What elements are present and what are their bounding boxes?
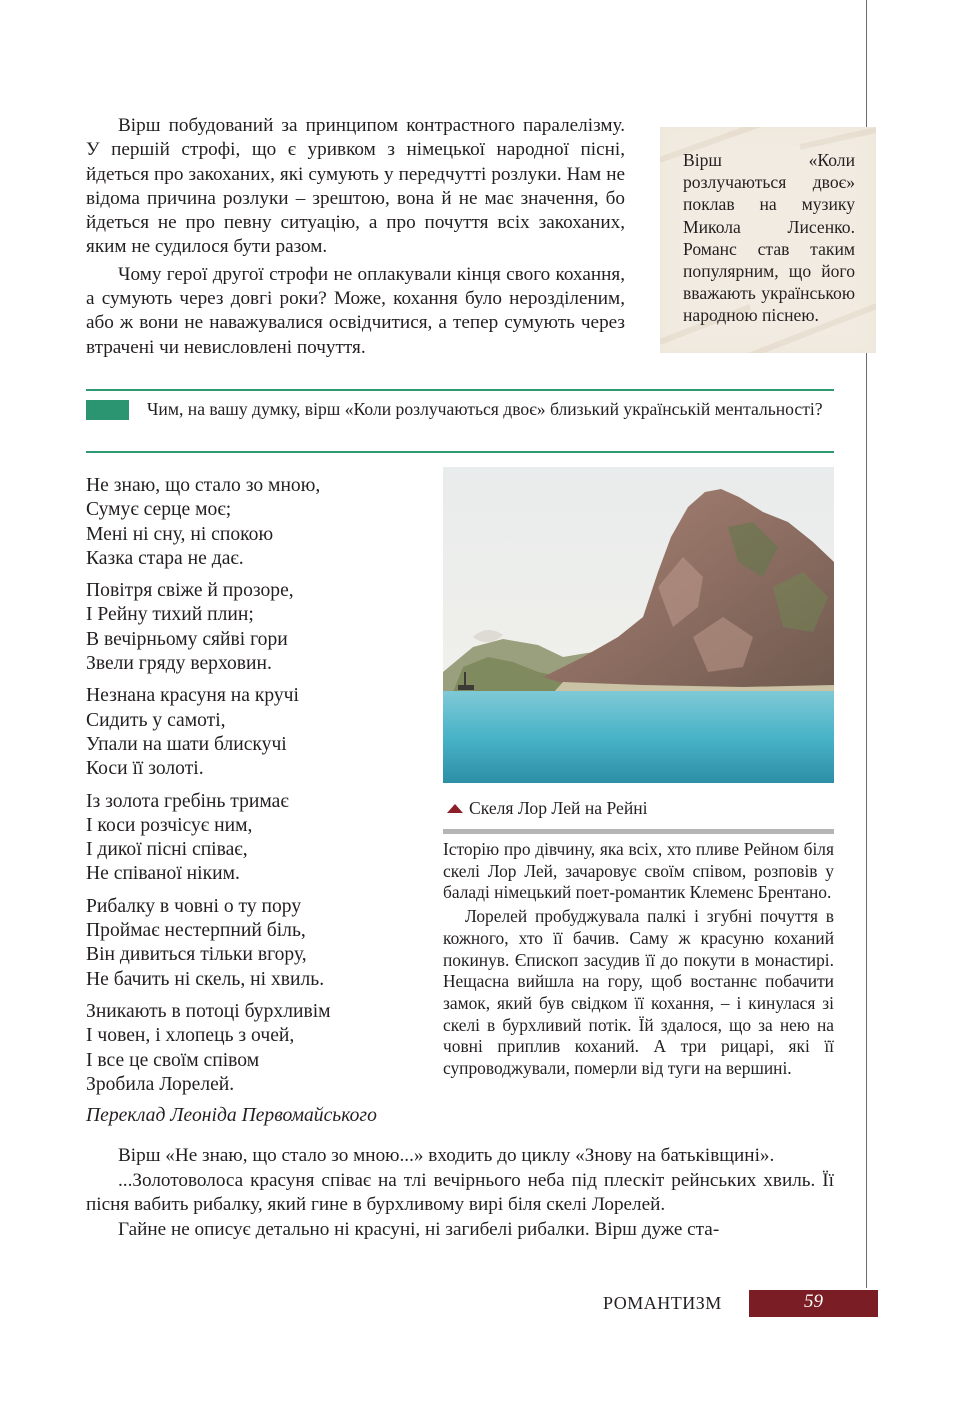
sidebar-text: Вірш «Коли розлучаються двоє» поклав на музику Микола Лисенко. Романс став таким популярним, що його вважають українською народною піснею. — [683, 150, 855, 326]
intro-paragraph-1: Вірш побудований за принципом контрастного паралелізму. У першій строфі, що є уривком з німецької народної пісні, йдеться про закоханих, які сумують у передчутті розлуки. Нам не відома причина розлуки – зрештою, вона й не має значення, бо йдеться не про певну ситуацію, а про почуття всіх закоханих, яким не судилося бути разом. — [86, 115, 625, 258]
poem-stanza — [86, 895, 426, 992]
sidebar-note — [660, 127, 876, 353]
section-label: РОМАНТИЗМ — [603, 1293, 722, 1313]
poem-line: Мені ні сну, ні спокою — [86, 523, 274, 545]
poem-line: Казка стара не дає. — [86, 547, 244, 569]
poem-line: Сумує серце моє; — [86, 499, 232, 521]
story-paragraph-2: Лорелей пробуджувала палкі і згубні почуття в кожного, хто її бачив. Саму ж красуню коханий покинув. Єпископ засудив її до покути в монастирі. Нещасна вийшла на гору, щоб востаннє побачити замок, який був свідком її кохання, – і кинулася зі скелі в бурхливий потік. Їй здалося, що за нею на човні приплив коханий. А три рицарі, які її супроводжували, померли від туги на вершині. — [443, 906, 834, 1079]
poem-line: Не знаю, що стало зо мною, — [86, 475, 321, 496]
poem-line: Він дивиться тільки вгору, — [86, 944, 307, 966]
poem-line: Рибалку в човні о ту пору — [86, 895, 302, 917]
page-number-box — [749, 1290, 878, 1317]
poem-line: Зникають в потоці бурхливім — [86, 1000, 331, 1022]
intro-paragraph-2: Чому герої другої строфи не оплакували кінця свого кохання, а сумують через довгі роки? Може, кохання було нерозділеним, або ж вони не наважувалися освідчитися, а тепер сумують через втрачені чи невисловлені почуття. — [86, 263, 625, 358]
poem-line: Незнана красуня на кручі — [86, 685, 299, 707]
poem-line: І все це своїм співом — [86, 1049, 260, 1071]
loreley-rock-photo — [443, 467, 834, 783]
poem-line: І дикої пісні співає, — [86, 839, 248, 861]
poem-line: Сидить у самоті, — [86, 709, 226, 731]
poem-line: І човен, і хлопець з очей, — [86, 1025, 295, 1047]
poem-stanza — [86, 684, 426, 781]
caption-triangle-icon — [447, 804, 463, 813]
poem-line: І коси розчісує ним, — [86, 814, 253, 836]
translator-credit: Переклад Леоніда Первомайського — [86, 1105, 377, 1127]
closing-text — [86, 1144, 834, 1242]
poem-line: І Рейну тихий плин; — [86, 604, 254, 626]
caption-text: Скеля Лор Лей на Рейні — [469, 798, 648, 818]
intro-text — [86, 114, 625, 360]
poem-line: Проймає нестерпний біль, — [86, 920, 306, 942]
question-marker — [86, 400, 129, 420]
poem-line: Звели гряду верховин. — [86, 653, 272, 675]
poem-line: Із золота гребінь тримає — [86, 790, 289, 812]
poem-stanza — [86, 1000, 426, 1097]
poem-stanza — [86, 790, 426, 887]
question-box — [86, 389, 834, 453]
poem-stanza — [86, 579, 426, 676]
poem-line: Не співаної ніким. — [86, 863, 240, 885]
story-paragraph-1: Історію про дівчину, яка всіх, хто пливе Рейном біля скелі Лор Лей, зачаровує своїм співом, розповів у баладі німецький поет-романтик Клеменс Брентано. — [443, 839, 834, 903]
divider-bar — [443, 829, 834, 834]
poem-line: Повітря свіже й прозоре, — [86, 580, 294, 602]
closing-paragraph-1: Вірш «Не знаю, що стало зо мною...» входить до циклу «Знову на батьківщині». — [118, 1145, 775, 1166]
poem-line: Зробила Лорелей. — [86, 1073, 235, 1095]
closing-paragraph-2: ...Золотоволоса красуня співає на тлі вечірнього неба під плескіт рейнських хвиль. Її пісня вабить рибалку, який гине в бурхливому вирі біля скелі Лорелей. — [86, 1169, 834, 1216]
poem-line: Коси її золоті. — [86, 758, 204, 780]
poem-line: Не бачить ні скель, ні хвиль. — [86, 968, 325, 990]
poem-stanza — [86, 474, 426, 571]
page-number: 59 — [804, 1291, 823, 1312]
poem-line: Упали на шати блискучі — [86, 733, 287, 755]
loreley-story — [443, 839, 834, 1080]
poem-line: В вечірньому сяйві гори — [86, 628, 288, 650]
question-text: Чим, на вашу думку, вірш «Коли розлучаються двоє» близький українській ментальності? — [147, 399, 823, 419]
photo-caption — [447, 797, 648, 819]
closing-paragraph-3: Гайне не описує детально ні красуні, ні загибелі рибалки. Вірш дуже ста- — [118, 1218, 720, 1240]
poem — [86, 474, 426, 1128]
